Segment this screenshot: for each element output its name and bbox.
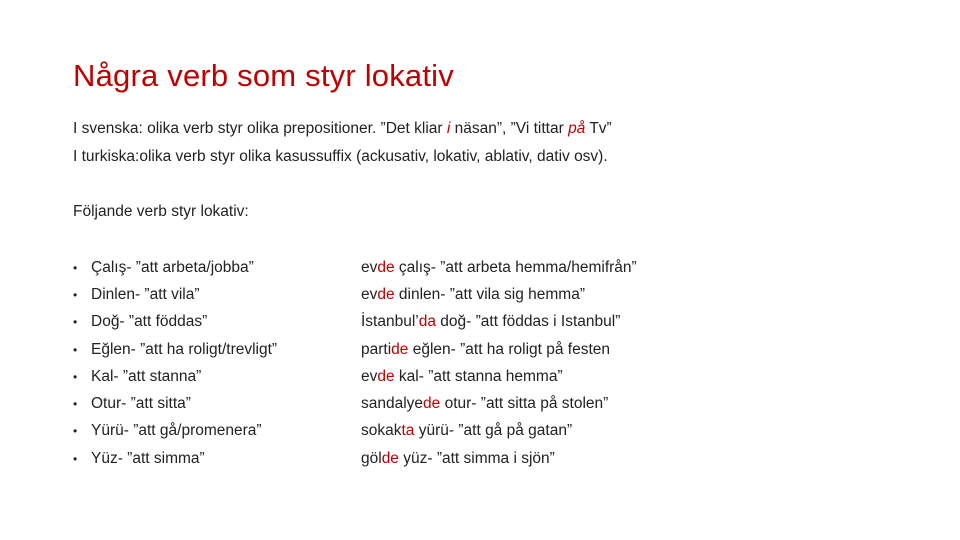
example-rest: çalış- ”att arbeta hemma/hemifrån” <box>394 258 637 276</box>
verb-row <box>73 418 637 445</box>
line1-highlight-pa: på <box>568 120 586 137</box>
locative-suffix: de <box>377 367 395 385</box>
verb-example <box>361 313 620 331</box>
bullet-icon: • <box>73 397 78 412</box>
bullet-icon: • <box>73 315 78 330</box>
verb-row <box>73 336 637 363</box>
verb-definition: Eğlen- ”att ha roligt/trevligt” <box>91 340 278 358</box>
verb-definition: Kal- ”att stanna” <box>91 367 202 385</box>
verb-example <box>361 259 637 277</box>
example-rest: doğ- ”att föddas i Istanbul” <box>435 313 621 331</box>
verb-example <box>361 286 585 304</box>
locative-suffix: da <box>418 313 436 331</box>
example-stem: ev <box>361 258 378 276</box>
locative-suffix: de <box>391 340 409 358</box>
verb-example <box>361 422 572 440</box>
bullet-icon: • <box>73 287 78 302</box>
verb-definition: Doğ- ”att föddas” <box>91 313 208 331</box>
example-stem: sandalye <box>361 395 424 413</box>
verb-definition: Yüz- ”att simma” <box>91 449 205 467</box>
verb-definition: Yürü- ”att gå/promenera” <box>91 422 262 440</box>
verb-definition: Otur- ”att sitta” <box>91 395 191 413</box>
example-stem: İstanbul’ <box>361 313 419 331</box>
locative-suffix: de <box>377 258 395 276</box>
example-stem: parti <box>361 340 392 358</box>
locative-suffix: de <box>381 449 399 467</box>
swedish-prepositions-line <box>73 120 612 138</box>
example-rest: dinlen- ”att vila sig hemma” <box>394 285 585 303</box>
verb-list <box>73 254 637 472</box>
line1-text-c: Tv” <box>585 120 612 137</box>
verb-example <box>361 341 610 359</box>
locative-suffix: de <box>377 285 395 303</box>
example-stem: ev <box>361 285 378 303</box>
bullet-icon: • <box>73 424 78 439</box>
example-rest: eğlen- ”att ha roligt på festen <box>408 340 611 358</box>
line1-text-b: näsan”, ”Vi tittar <box>450 120 569 137</box>
example-stem: ev <box>361 367 378 385</box>
verb-row <box>73 309 637 336</box>
line1-text-a: I svenska: olika verb styr olika prepositioner. ”Det kliar <box>73 120 447 137</box>
verb-example <box>361 450 555 468</box>
turkish-case-suffix-line: I turkiska:olika verb styr olika kasussuffix (ackusativ, lokativ, ablativ, dativ osv). <box>73 148 608 165</box>
verb-row <box>73 445 637 472</box>
bullet-icon: • <box>73 260 78 275</box>
verb-definition: Dinlen- ”att vila” <box>91 285 200 303</box>
example-stem: sokak <box>361 422 402 440</box>
bullet-icon: • <box>73 342 78 357</box>
verb-row <box>73 254 637 281</box>
locative-suffix: ta <box>401 422 415 440</box>
slide-title: Några verb som styr lokativ <box>73 58 454 93</box>
example-stem: göl <box>361 449 382 467</box>
example-rest: otur- ”att sitta på stolen” <box>440 395 609 413</box>
verb-row <box>73 390 637 417</box>
following-verbs-heading: Följande verb styr lokativ: <box>73 203 249 220</box>
verb-example <box>361 395 608 413</box>
verb-row <box>73 281 637 308</box>
bullet-icon: • <box>73 451 78 466</box>
verb-definition: Çalış- ”att arbeta/jobba” <box>91 258 254 276</box>
example-rest: kal- ”att stanna hemma” <box>394 367 563 385</box>
line1-highlight-i: i <box>446 120 451 137</box>
locative-suffix: de <box>423 395 441 413</box>
verb-example <box>361 368 563 386</box>
verb-row <box>73 363 637 390</box>
bullet-icon: • <box>73 369 78 384</box>
example-rest: yürü- ”att gå på gatan” <box>414 422 573 440</box>
example-rest: yüz- ”att simma i sjön” <box>398 449 555 467</box>
